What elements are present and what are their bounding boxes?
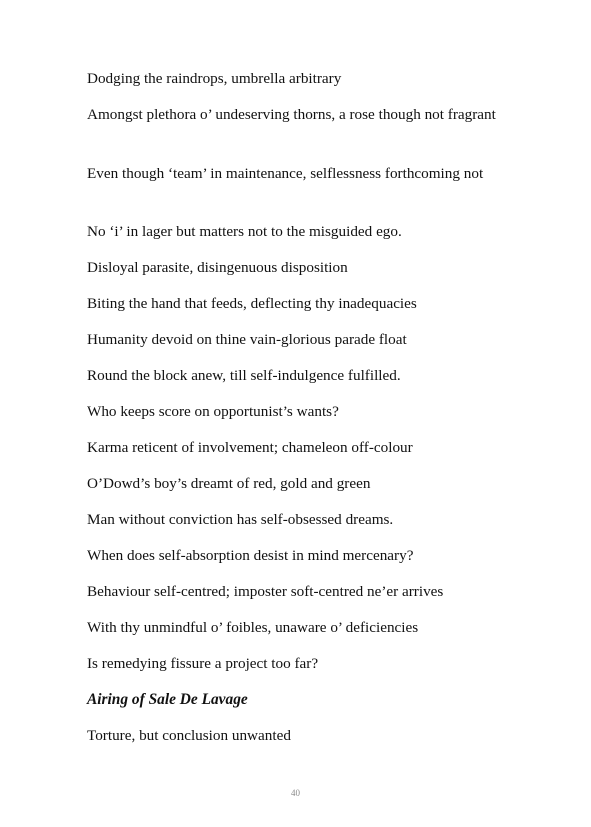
poem-line-after-heading: Torture, but conclusion unwanted (87, 727, 291, 744)
poem-line-9: Who keeps score on opportunist’s wants? (87, 403, 339, 420)
poem-line-4: No ‘i’ in lager but matters not to the misguided ego. (87, 223, 402, 240)
poem-line-7: Humanity devoid on thine vain-glorious parade float (87, 331, 407, 348)
poem-line-3: Even though ‘team’ in maintenance, selflessness forthcoming not (87, 165, 484, 182)
poem-line-13: When does self-absorption desist in mind mercenary? (87, 547, 414, 564)
section-heading: Airing of Sale De Lavage (87, 691, 248, 708)
poem-line-2: Amongst plethora o’ undeserving thorns, a rose though not fragrant (87, 106, 496, 123)
poem-line-15: With thy unmindful o’ foibles, unaware o’ deficiencies (87, 619, 419, 636)
poem-line-14: Behaviour self-centred; imposter soft-centred ne’er arrives (87, 583, 444, 600)
poem-line-10: Karma reticent of involvement; chameleon off-colour (87, 439, 413, 456)
poem-line-6: Biting the hand that feeds, deflecting thy inadequacies (87, 295, 417, 312)
poem-line-5: Disloyal parasite, disingenuous disposition (87, 259, 348, 276)
poem-line-16: Is remedying fissure a project too far? (87, 655, 319, 672)
poem-line-12: Man without conviction has self-obsessed dreams. (87, 511, 394, 528)
poem-line-1: Dodging the raindrops, umbrella arbitrary (87, 70, 342, 87)
page-number: 40 (291, 788, 300, 798)
poem-line-11: O’Dowd’s boy’s dreamt of red, gold and green (87, 475, 371, 492)
poem-line-8: Round the block anew, till self-indulgence fulfilled. (87, 367, 401, 384)
